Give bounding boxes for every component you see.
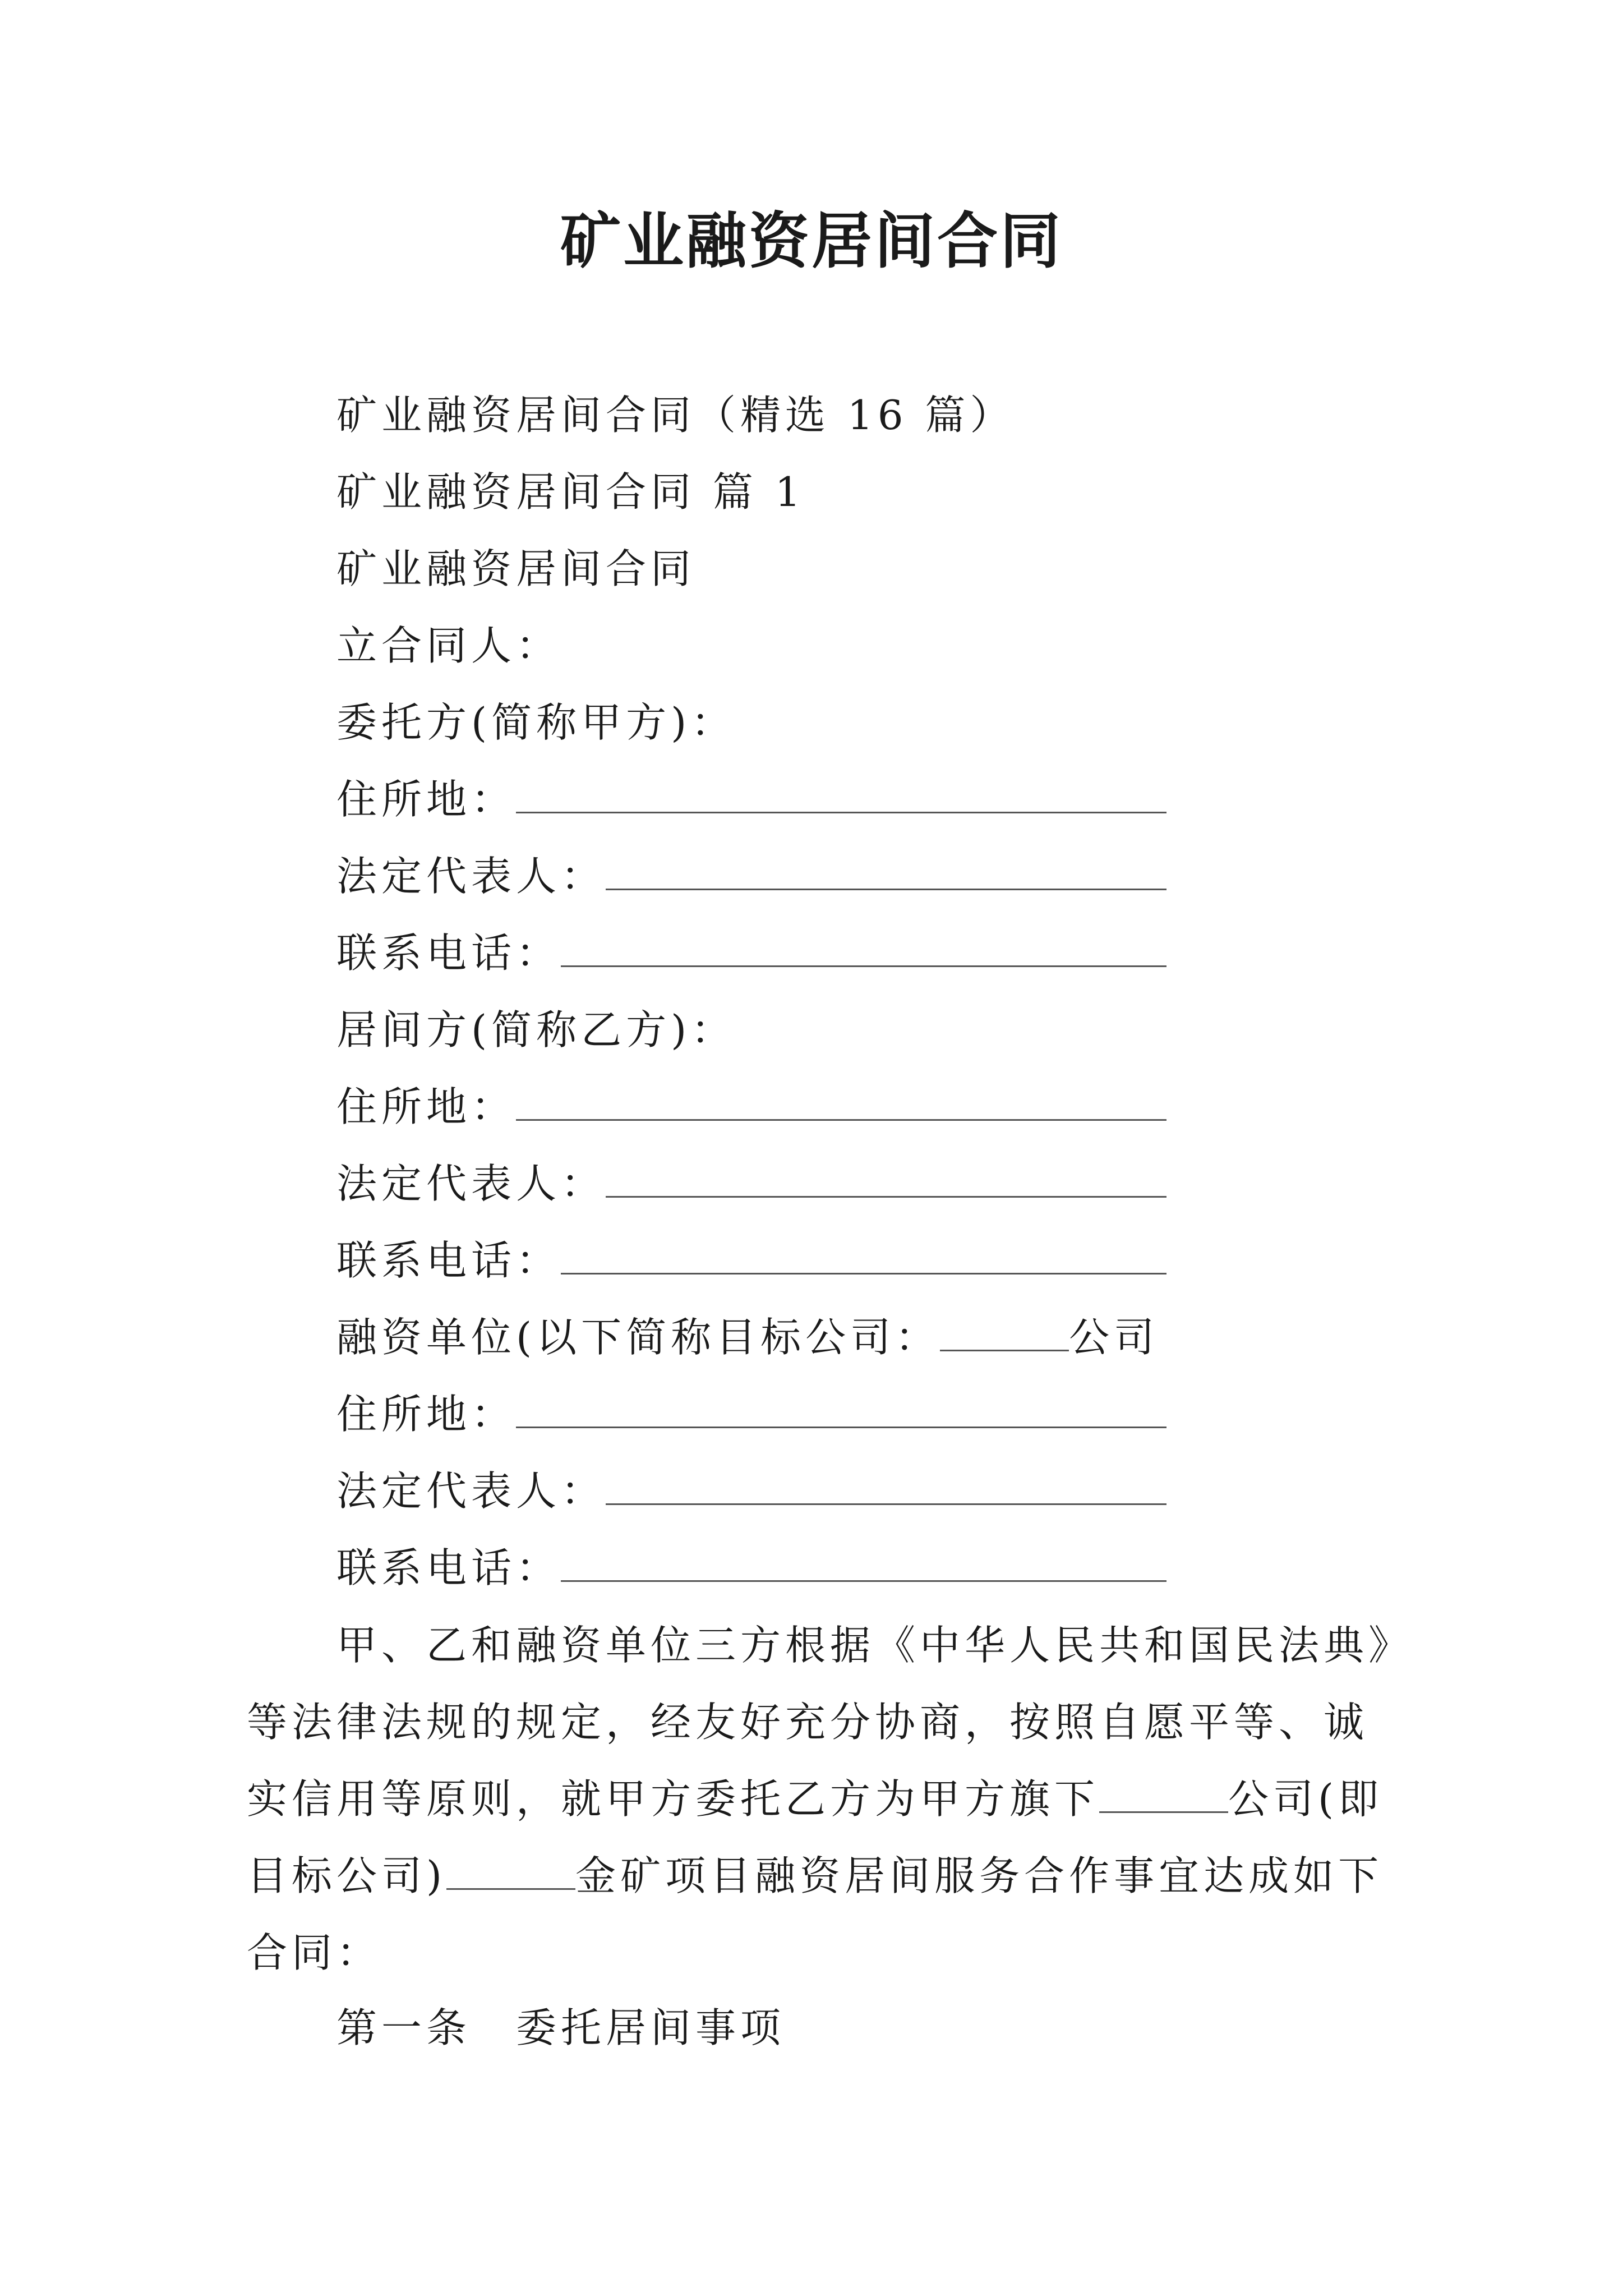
article-1-heading: 第一条 委托居间事项 [336, 2004, 786, 2051]
party-b-rep-field[interactable] [606, 1161, 1166, 1198]
party-a-address-row [336, 771, 1166, 827]
target-company-field[interactable] [940, 1315, 1069, 1351]
target-address-row [336, 1386, 1166, 1442]
document-subtitle: 矿业融资居间合同（精选 16 篇） [336, 392, 1015, 439]
body-blank-project[interactable] [446, 1853, 575, 1890]
chapter-heading: 矿业融资居间合同 篇 1 [336, 468, 805, 516]
body-paragraph-part1: 甲、乙和融资单位三方根据《中华人民共和国民法典》等法律法规的规定，经友好充分协商，按照自愿平等、诚实信用等原则，就甲方委托乙方为甲方旗下 [247, 1622, 1394, 1823]
party-b-phone-label: 联系电话： [336, 1237, 561, 1284]
contract-heading: 矿业融资居间合同 [336, 545, 696, 592]
party-b-phone-field[interactable] [561, 1238, 1166, 1274]
party-b-rep-row [336, 1156, 1166, 1212]
party-a-label: 委托方(简称甲方)： [336, 699, 736, 746]
party-b-address-row [336, 1079, 1166, 1135]
party-a-phone-row [336, 925, 1166, 981]
target-company-row [336, 1309, 1159, 1365]
party-a-rep-field[interactable] [606, 854, 1166, 890]
party-b-phone-row [336, 1232, 1166, 1289]
party-b-rep-label: 法定代表人： [336, 1160, 606, 1207]
party-a-address-field[interactable] [516, 777, 1166, 813]
party-a-phone-field[interactable] [561, 931, 1166, 967]
party-b-address-field[interactable] [516, 1084, 1166, 1121]
target-rep-field[interactable] [606, 1469, 1166, 1505]
party-b-address-label: 住所地： [336, 1083, 517, 1130]
document-title: 矿业融资居间合同 [560, 206, 1063, 277]
party-a-rep-row [336, 848, 1166, 904]
party-b-label: 居间方(简称乙方)： [336, 1006, 736, 1053]
party-a-rep-label: 法定代表人： [336, 853, 606, 900]
target-phone-row [336, 1540, 1166, 1596]
body-paragraph [247, 1607, 1402, 1991]
body-paragraph-part2: 公司(即目标公司) [247, 1775, 1384, 1899]
target-address-field[interactable] [516, 1392, 1166, 1428]
body-paragraph-part3: 金矿项目融资居间服务合作事宜达成如下合同： [247, 1852, 1384, 1976]
body-blank-company[interactable] [1099, 1777, 1228, 1813]
target-phone-field[interactable] [561, 1545, 1166, 1582]
party-a-address-label: 住所地： [336, 776, 517, 823]
target-phone-label: 联系电话： [336, 1544, 561, 1591]
party-a-phone-label: 联系电话： [336, 930, 561, 977]
parties-intro: 立合同人： [336, 622, 561, 669]
target-rep-row [336, 1463, 1166, 1519]
target-company-suffix: 公司 [1069, 1314, 1159, 1361]
target-rep-label: 法定代表人： [336, 1467, 606, 1515]
target-address-label: 住所地： [336, 1391, 517, 1438]
target-company-label: 融资单位(以下简称目标公司： [336, 1314, 940, 1361]
